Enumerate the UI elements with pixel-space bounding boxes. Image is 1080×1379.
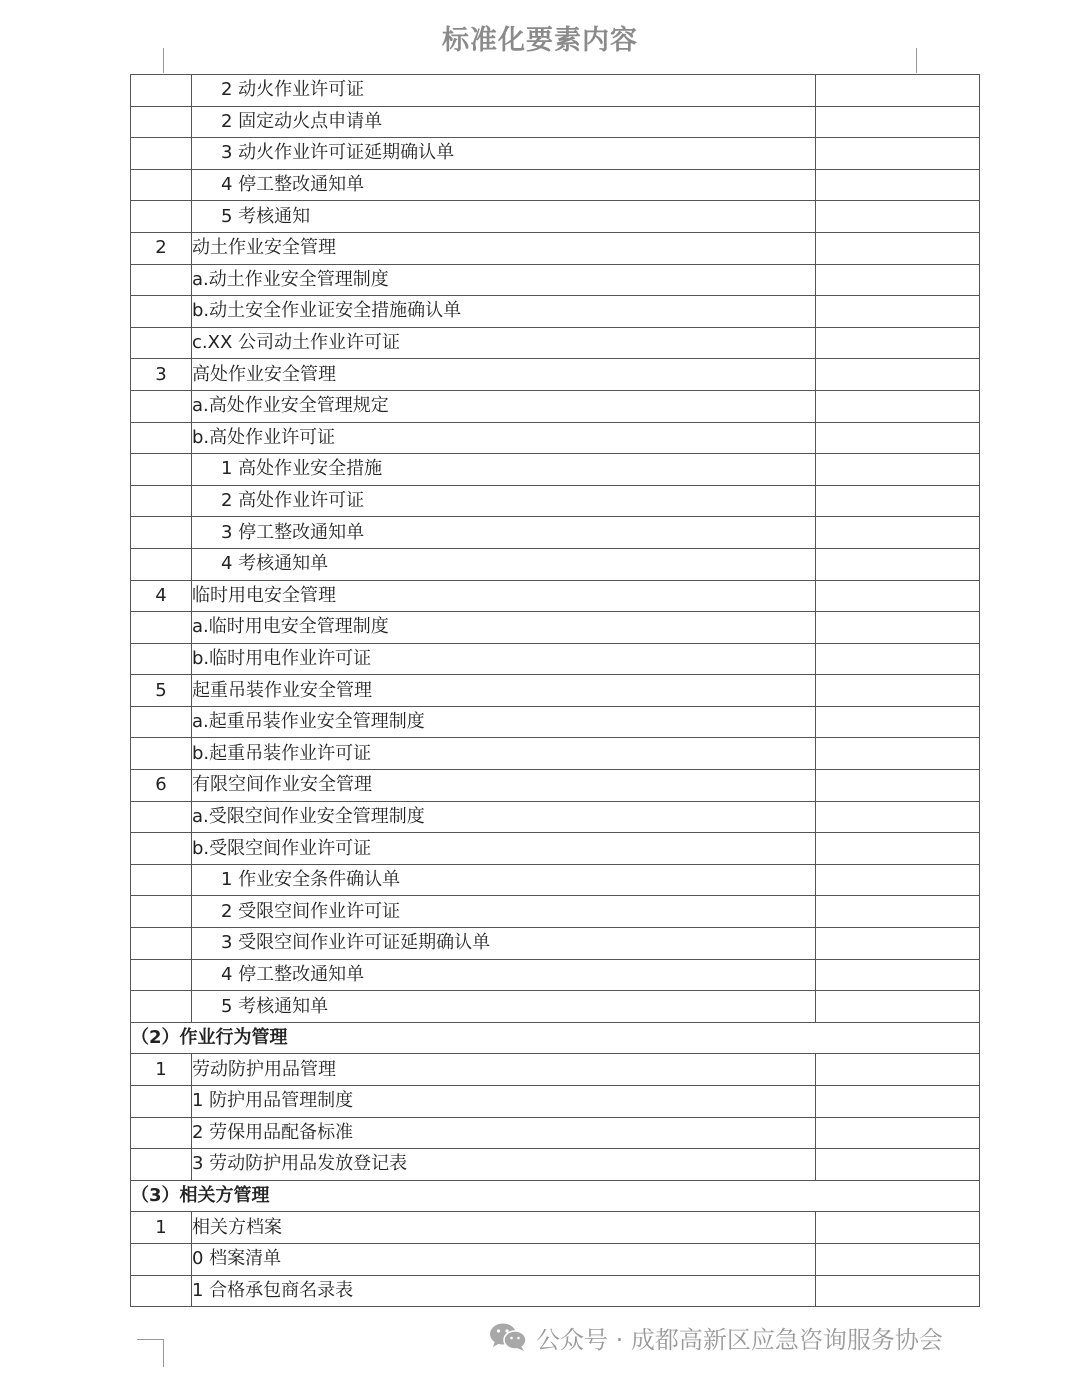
row-number: [131, 138, 192, 170]
row-number: [131, 485, 192, 517]
row-item: b.起重吊装作业许可证: [192, 738, 816, 770]
row-number: 1: [131, 1212, 192, 1244]
row-number: [131, 991, 192, 1023]
table-body: [131, 75, 980, 1307]
table-row: [131, 138, 980, 170]
row-number: [131, 264, 192, 296]
table-row: [131, 801, 980, 833]
table-row: [131, 548, 980, 580]
row-item: 劳动防护用品管理: [192, 1054, 816, 1086]
table-row: [131, 1212, 980, 1244]
table-row: [131, 422, 980, 454]
row-number: [131, 1086, 192, 1118]
row-item: 1 合格承包商名录表: [192, 1275, 816, 1307]
row-item: 3 动火作业许可证延期确认单: [192, 138, 816, 170]
table-row: [131, 928, 980, 960]
row-remark: [816, 928, 980, 960]
table-row: [131, 896, 980, 928]
crop-mark-top-left: [163, 48, 164, 73]
watermark: [488, 1315, 943, 1359]
table-row: [131, 1086, 980, 1118]
row-number: [131, 548, 192, 580]
row-item: b.动土安全作业证安全措施确认单: [192, 296, 816, 328]
table-row: [131, 169, 980, 201]
row-item: a.起重吊装作业安全管理制度: [192, 706, 816, 738]
row-remark: [816, 201, 980, 233]
table-row: [131, 1117, 980, 1149]
row-item: 有限空间作业安全管理: [192, 770, 816, 802]
row-number: [131, 454, 192, 486]
row-remark: [816, 991, 980, 1023]
section-row: [131, 1180, 980, 1212]
row-item: 1 高处作业安全措施: [192, 454, 816, 486]
table-row: [131, 1054, 980, 1086]
row-remark: [816, 169, 980, 201]
table-row: [131, 485, 980, 517]
table-row: [131, 106, 980, 138]
row-remark: [816, 643, 980, 675]
row-remark: [816, 1054, 980, 1086]
row-remark: [816, 1117, 980, 1149]
table-row: [131, 1149, 980, 1181]
table-row: [131, 75, 980, 107]
row-number: [131, 896, 192, 928]
section-heading: （2）作业行为管理: [131, 1022, 980, 1054]
row-number: 6: [131, 770, 192, 802]
row-remark: [816, 801, 980, 833]
table-row: [131, 833, 980, 865]
row-number: [131, 738, 192, 770]
row-remark: [816, 422, 980, 454]
crop-mark-top-right: [916, 48, 917, 73]
row-number: [131, 1243, 192, 1275]
row-item: 5 考核通知: [192, 201, 816, 233]
row-remark: [816, 106, 980, 138]
row-remark: [816, 296, 980, 328]
row-number: [131, 706, 192, 738]
row-number: [131, 1117, 192, 1149]
standardization-table: [130, 74, 980, 1307]
table-row: [131, 390, 980, 422]
crop-mark-bottom-left-h: [137, 1339, 163, 1340]
row-number: [131, 643, 192, 675]
row-item: a.动土作业安全管理制度: [192, 264, 816, 296]
row-item: 3 受限空间作业许可证延期确认单: [192, 928, 816, 960]
row-item: b.临时用电作业许可证: [192, 643, 816, 675]
table-row: [131, 675, 980, 707]
row-remark: [816, 580, 980, 612]
table-row: [131, 706, 980, 738]
crop-mark-bottom-left-v: [163, 1339, 164, 1367]
row-remark: [816, 959, 980, 991]
row-remark: [816, 706, 980, 738]
row-number: [131, 833, 192, 865]
row-number: 3: [131, 359, 192, 391]
row-number: [131, 801, 192, 833]
row-remark: [816, 485, 980, 517]
table-row: [131, 517, 980, 549]
table-row: [131, 1243, 980, 1275]
row-item: 2 动火作业许可证: [192, 75, 816, 107]
row-item: 相关方档案: [192, 1212, 816, 1244]
row-item: 4 停工整改通知单: [192, 169, 816, 201]
row-remark: [816, 138, 980, 170]
table-row: [131, 296, 980, 328]
row-item: 3 停工整改通知单: [192, 517, 816, 549]
row-number: [131, 864, 192, 896]
table-row: [131, 643, 980, 675]
row-number: [131, 201, 192, 233]
row-item: a.临时用电安全管理制度: [192, 612, 816, 644]
row-item: 2 劳保用品配备标准: [192, 1117, 816, 1149]
table-row: [131, 359, 980, 391]
row-number: 1: [131, 1054, 192, 1086]
row-remark: [816, 1149, 980, 1181]
row-item: 1 作业安全条件确认单: [192, 864, 816, 896]
row-remark: [816, 770, 980, 802]
row-item: 0 档案清单: [192, 1243, 816, 1275]
row-remark: [816, 675, 980, 707]
table-row: [131, 1275, 980, 1307]
table-row: [131, 264, 980, 296]
row-item: 4 考核通知单: [192, 548, 816, 580]
table-row: [131, 738, 980, 770]
row-remark: [816, 517, 980, 549]
row-item: 4 停工整改通知单: [192, 959, 816, 991]
row-item: 临时用电安全管理: [192, 580, 816, 612]
row-number: [131, 422, 192, 454]
row-remark: [816, 232, 980, 264]
table-row: [131, 612, 980, 644]
row-remark: [816, 327, 980, 359]
row-number: [131, 169, 192, 201]
row-number: [131, 75, 192, 107]
row-remark: [816, 1275, 980, 1307]
row-item: 2 固定动火点申请单: [192, 106, 816, 138]
table-row: [131, 327, 980, 359]
row-remark: [816, 548, 980, 580]
row-remark: [816, 75, 980, 107]
section-row: [131, 1022, 980, 1054]
row-number: [131, 517, 192, 549]
row-number: 4: [131, 580, 192, 612]
row-remark: [816, 264, 980, 296]
row-remark: [816, 738, 980, 770]
row-number: [131, 106, 192, 138]
row-remark: [816, 1212, 980, 1244]
table-row: [131, 454, 980, 486]
row-number: [131, 1149, 192, 1181]
row-number: [131, 327, 192, 359]
row-number: [131, 959, 192, 991]
table-row: [131, 232, 980, 264]
row-remark: [816, 833, 980, 865]
row-remark: [816, 1086, 980, 1118]
row-number: 5: [131, 675, 192, 707]
row-item: 3 劳动防护用品发放登记表: [192, 1149, 816, 1181]
row-item: 动土作业安全管理: [192, 232, 816, 264]
row-number: [131, 296, 192, 328]
section-heading: （3）相关方管理: [131, 1180, 980, 1212]
row-remark: [816, 359, 980, 391]
row-number: [131, 612, 192, 644]
wechat-icon: [488, 1321, 528, 1353]
row-remark: [816, 454, 980, 486]
row-item: 1 防护用品管理制度: [192, 1086, 816, 1118]
row-item: b.高处作业许可证: [192, 422, 816, 454]
row-number: [131, 390, 192, 422]
table-row: [131, 580, 980, 612]
row-remark: [816, 864, 980, 896]
table-row: [131, 201, 980, 233]
row-remark: [816, 612, 980, 644]
row-item: a.受限空间作业安全管理制度: [192, 801, 816, 833]
row-item: 高处作业安全管理: [192, 359, 816, 391]
row-item: 起重吊装作业安全管理: [192, 675, 816, 707]
table-row: [131, 864, 980, 896]
row-remark: [816, 896, 980, 928]
row-number: [131, 1275, 192, 1307]
table-row: [131, 991, 980, 1023]
row-item: 5 考核通知单: [192, 991, 816, 1023]
table-row: [131, 959, 980, 991]
row-item: a.高处作业安全管理规定: [192, 390, 816, 422]
row-number: [131, 928, 192, 960]
page-title: 标准化要素内容: [442, 25, 638, 56]
row-item: 2 高处作业许可证: [192, 485, 816, 517]
row-item: c.XX 公司动土作业许可证: [192, 327, 816, 359]
row-item: b.受限空间作业许可证: [192, 833, 816, 865]
row-item: 2 受限空间作业许可证: [192, 896, 816, 928]
row-remark: [816, 390, 980, 422]
table-row: [131, 770, 980, 802]
row-remark: [816, 1243, 980, 1275]
row-number: 2: [131, 232, 192, 264]
watermark-text: 公众号 · 成都高新区应急咨询服务协会: [536, 1325, 943, 1354]
